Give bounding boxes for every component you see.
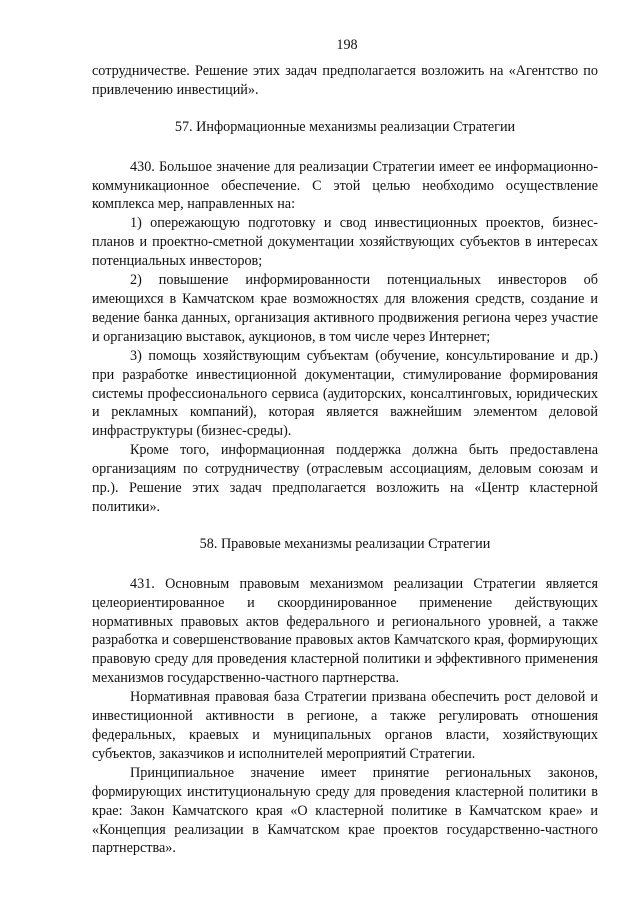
section-heading-58: 58. Правовые механизмы реализации Стратегии <box>199 535 491 552</box>
paragraph-info-support: Кроме того, информационная поддержка должна быть предоставлена организациям по сотрудничеству (отраслевым ассоциациям, деловым союзам и пр.). Решение этих задач предполагается возложить на «Центр кластерной политики». <box>92 442 598 515</box>
section-heading-57: 57. Информационные механизмы реализации Стратегии <box>174 118 516 135</box>
paragraph-legal-base: Нормативная правовая база Стратегии призвана обеспечить рост деловой и инвестиционной активности в регионе, а также регулировать отношения федеральных, краевых и муниципальных органов власти, хозяйствующих субъектов, заказчиков и исполнителей мероприятий Стратегии. <box>92 689 598 762</box>
document-page <box>92 36 598 858</box>
list-item-3: 3) помощь хозяйствующим субъектам (обучение, консультирование и др.) при разработке инвестиционной документации, стимулирование формирования системы профессионального сервиса (аудиторских, консалтинговых, юридических и рекламных компаний), которая является важнейшим элементом деловой инфраструктуры (бизнес-среды). <box>92 347 598 440</box>
paragraph-430: 430. Большое значение для реализации Стратегии имеет ее информационно-коммуникационное обеспечение. С этой целью необходимо осуществление комплекса мер, направленных на: <box>92 158 598 213</box>
paragraph-431: 431. Основным правовым механизмом реализации Стратегии является целеориентированное и скоординированное применение действующих нормативных правовых актов федерального и регионального уровней, а также разработка и совершенствование правовых актов Камчатского края, формирующих правовую среду для проведения кластерной политики и эффективного применения механизмов государственно-частного партнерства. <box>92 575 598 687</box>
list-item-2: 2) повышение информированности потенциальных инвесторов об имеющихся в Камчатском крае возможностях для вложения средств, создание и ведение банка данных, организация активного продвижения региона через участие и организацию выставок, аукционов, в том числе через Интернет; <box>92 272 598 345</box>
list-item-1: 1) опережающую подготовку и свод инвестиционных проектов, бизнес-планов и проектно-сметной документации хозяйствующих субъектов в интересах потенциальных инвесторов; <box>92 215 598 270</box>
page-number: 198 <box>336 37 358 53</box>
paragraph-regional-laws: Принципиальное значение имеет принятие региональных законов, формирующих институциональную среду для проведения кластерной политики в крае: Закон Камчатского края «О кластерной политике в Камчатском крае» и «Концепция реализации в Камчатском крае проектов государственно-частного партнерства». <box>92 764 598 857</box>
paragraph-continuation: сотрудничестве. Решение этих задач предполагается возложить на «Агентство по привлечению инвестиций». <box>92 62 598 98</box>
